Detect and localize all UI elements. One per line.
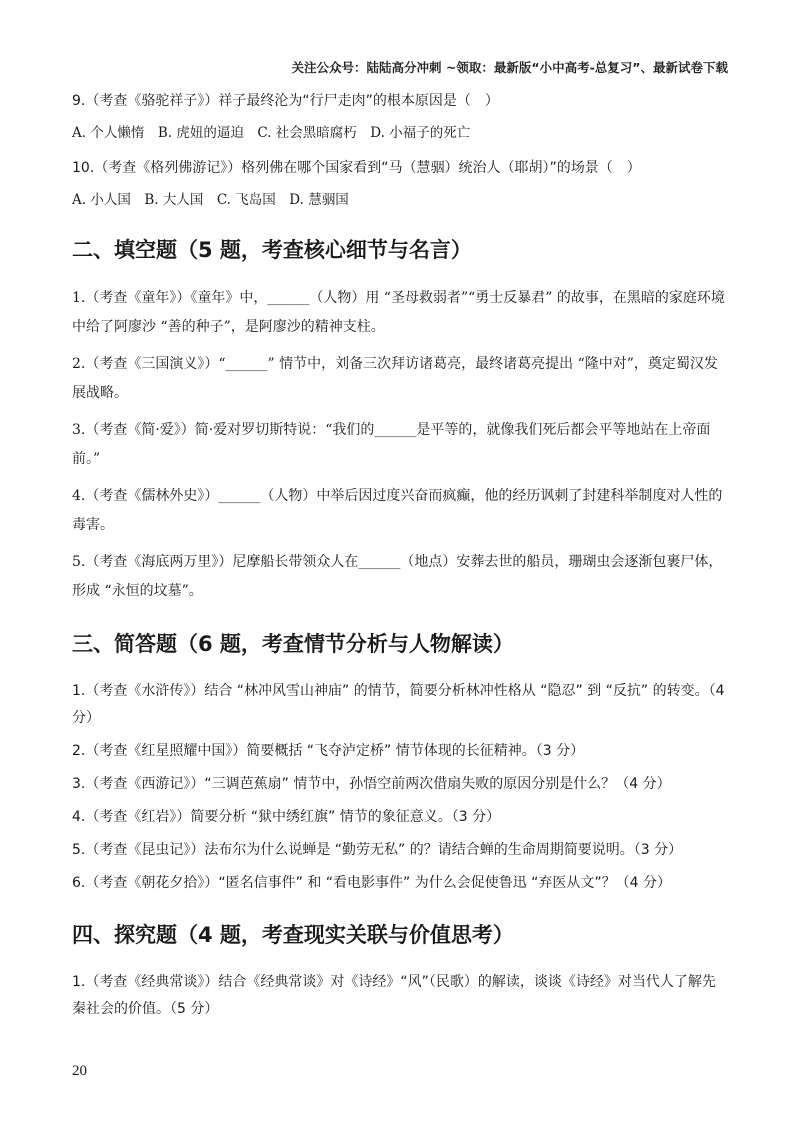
- short-answer-6: 6.（考查《朝花夕拾》）“匿名信事件” 和 “看电影事件” 为什么会促使鲁迅 “弃医从文”？（4 分）: [72, 875, 672, 891]
- header-note: 关注公众号：陆陆高分冲刺 ~领取：最新版“小中高考-总复习”、最新试卷下载: [291, 60, 728, 75]
- section-title-fill-in: 二、填空题（5 题，考查核心细节与名言）: [72, 238, 472, 262]
- section-title-short-answer: 三、简答题（6 题，考查情节分析与人物解读）: [72, 632, 514, 656]
- question-9-options: A. 个人懒惰 B. 虎妞的逼迫 C. 社会黑暗腐朽 D. 小福子的死亡: [72, 125, 471, 141]
- fill-question-4: 4.（考查《儒林外史》）______（人物）中举后因过度兴奋而疯癫，他的经历讽刺了封建科举制度对人性的毒害。: [72, 488, 723, 533]
- short-answer-1: 1.（考查《水浒传》）结合 “林冲风雪山神庙” 的情节，简要分析林冲性格从 “隐忍” 到 “反抗” 的转变。（4 分）: [72, 683, 725, 726]
- page-number: 20: [72, 1063, 87, 1079]
- short-answer-4: 4.（考查《红岩》）简要分析 “狱中绣红旗” 情节的象征意义。（3 分）: [72, 809, 501, 825]
- fill-question-2: 2.（考查《三国演义》）“______” 情节中，刘备三次拜访诸葛亮，最终诸葛亮提出 “隆中对”，奠定蜀汉发展战略。: [72, 356, 718, 401]
- short-answer-2: 2.（考查《红星照耀中国》）简要概括 “飞夺泸定桥” 情节体现的长征精神。（3 分）: [72, 743, 585, 759]
- fill-question-3: 3.（考查《简·爱》）简·爱对罗切斯特说：“我们的______是平等的，就像我们死后都会平等地站在上帝面前。”: [72, 422, 711, 467]
- question-9: 9.（考查《骆驼祥子》）祥子最终沦为“行尸走肉”的根本原因是（ ）: [72, 93, 499, 109]
- fill-question-1: 1.（考查《童年》）《童年》中，______（人物）用 “圣母救弱者”“勇士反暴君” 的故事，在黑暗的家庭环境中给了阿廖沙 “善的种子”，是阿廖沙的精神支柱。: [72, 290, 725, 335]
- short-answer-3: 3.（考查《西游记》）“三调芭蕉扇” 情节中，孙悟空前两次借扇失败的原因分别是什么？（4 分）: [72, 776, 671, 792]
- inquiry-question-1: 1.（考查《经典常谈》）结合《经典常谈》对《诗经》“风”（民歌）的解读，谈谈《诗经》对当代人了解先秦社会的价值。（5 分）: [72, 974, 716, 1017]
- page-content: [72, 88, 728, 1029]
- question-10: 10.（考查《格列佛游记》）格列佛在哪个国家看到“马（慧骃）统治人（耶胡）”的场景（ ）: [72, 160, 641, 176]
- fill-question-5: 5.（考查《海底两万里》）尼摩船长带领众人在______（地点）安葬去世的船员，珊瑚虫会逐渐包裹尸体，形成 “永恒的坟墓”。: [72, 554, 723, 599]
- section-title-inquiry: 四、探究题（4 题，考查现实关联与价值思考）: [72, 923, 514, 947]
- short-answer-5: 5.（考查《昆虫记》）法布尔为什么说蝉是 “勤劳无私” 的？请结合蝉的生命周期简要说明。（3 分）: [72, 842, 683, 858]
- question-10-options: A. 小人国 B. 大人国 C. 飞岛国 D. 慧骃国: [72, 192, 349, 208]
